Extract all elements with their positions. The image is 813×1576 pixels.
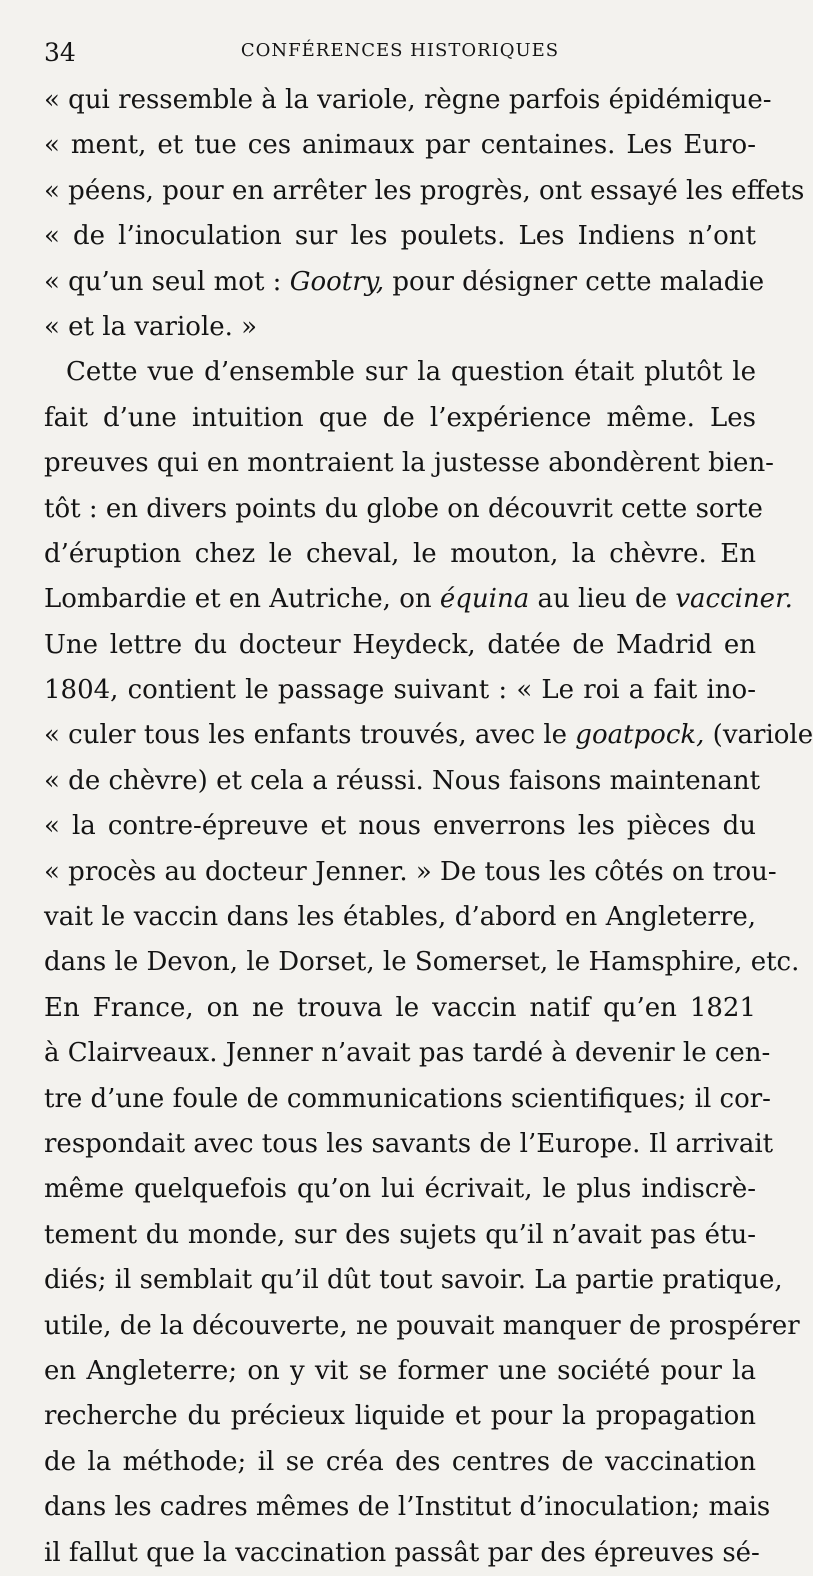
text-line: de la méthode; il se créa des centres de vaccination <box>44 1446 756 1477</box>
running-title: CONFÉRENCES HISTORIQUES <box>240 40 560 61</box>
text-line: même quelquefois qu’on lui écrivait, le plus indiscrè- <box>44 1174 756 1205</box>
text-line <box>44 577 793 622</box>
text-line: recherche du précieux liquide et pour la propagation <box>44 1401 756 1432</box>
text-line: tre d’une foule de communications scientifiques; il cor- <box>44 1083 771 1114</box>
text-line: utile, de la découverte, ne pouvait manquer de prospérer <box>44 1310 800 1341</box>
italic-phrase: vacciner. <box>675 584 793 615</box>
text-line: 1804, contient le passage suivant : « Le roi a fait ino- <box>44 675 756 706</box>
text-line <box>44 260 765 305</box>
running-head <box>44 34 756 72</box>
text-line: d’éruption chez le cheval, le mouton, la chèvre. En <box>44 538 756 569</box>
text-segment: au lieu de <box>529 584 676 615</box>
text-line: dans les cadres mêmes de l’Institut d’inoculation; mais <box>44 1492 771 1523</box>
text-line: « procès au docteur Jenner. » De tous les côtés on trou- <box>44 856 777 887</box>
text-line: tement du monde, sur des sujets qu’il n’avait pas étu- <box>44 1219 756 1250</box>
text-line: « et la variole. » <box>44 311 258 342</box>
text-segment: « culer tous les enfants trouvés, avec le <box>44 720 576 751</box>
text-line: « de l’inoculation sur les poulets. Les Indiens n’ont <box>44 221 756 252</box>
page-number: 34 <box>44 38 76 67</box>
text-line: « qui ressemble à la variole, règne parfois épidémique- <box>44 85 772 115</box>
text-line: fait d’une intuition que de l’expérience même. Les <box>44 402 756 433</box>
text-line: respondait avec tous les savants de l’Europe. Il arrivait <box>44 1128 774 1159</box>
text-line: « la contre-épreuve et nous enverrons les pièces du <box>44 811 756 842</box>
text-line: diés; il semblait qu’il dût tout savoir. La partie pratique, <box>44 1265 783 1296</box>
text-line: preuves qui en montraient la justesse abondèrent bien- <box>44 448 774 479</box>
text-segment: (variole <box>704 720 813 751</box>
text-line: il fallut que la vaccination passât par des épreuves sé- <box>44 1537 760 1568</box>
body-text <box>44 78 813 1576</box>
italic-phrase: Gootry, <box>289 266 385 297</box>
text-line: vait le vaccin dans les étables, d’abord en Angleterre, <box>44 902 756 933</box>
text-segment: « qu’un seul mot : <box>44 266 290 297</box>
italic-phrase: goatpock, <box>575 720 705 751</box>
text-line: Cette vue d’ensemble sur la question était plutôt le <box>66 357 756 388</box>
text-line: « ment, et tue ces animaux par centaines. Les Euro- <box>44 130 756 161</box>
text-line: en Angleterre; on y vit se former une société pour la <box>44 1355 756 1386</box>
text-line: tôt : en divers points du globe on découvrit cette sorte <box>44 493 763 524</box>
text-line <box>44 713 813 758</box>
text-line: dans le Devon, le Dorset, le Somerset, le Hamsphire, etc. <box>44 947 800 978</box>
italic-phrase: équina <box>439 584 530 615</box>
text-line: En France, on ne trouva le vaccin natif qu’en 1821 <box>44 992 756 1023</box>
text-segment: Lombardie et en Autriche, on <box>44 584 440 615</box>
text-segment: pour désigner cette maladie <box>384 266 765 297</box>
text-line: « de chèvre) et cela a réussi. Nous faisons maintenant <box>44 765 761 796</box>
text-line: Une lettre du docteur Heydeck, datée de Madrid en <box>44 629 756 660</box>
text-line: « péens, pour en arrêter les progrès, ont essayé les effets <box>44 175 805 206</box>
text-line: à Clairveaux. Jenner n’avait pas tardé à devenir le cen- <box>44 1038 771 1069</box>
